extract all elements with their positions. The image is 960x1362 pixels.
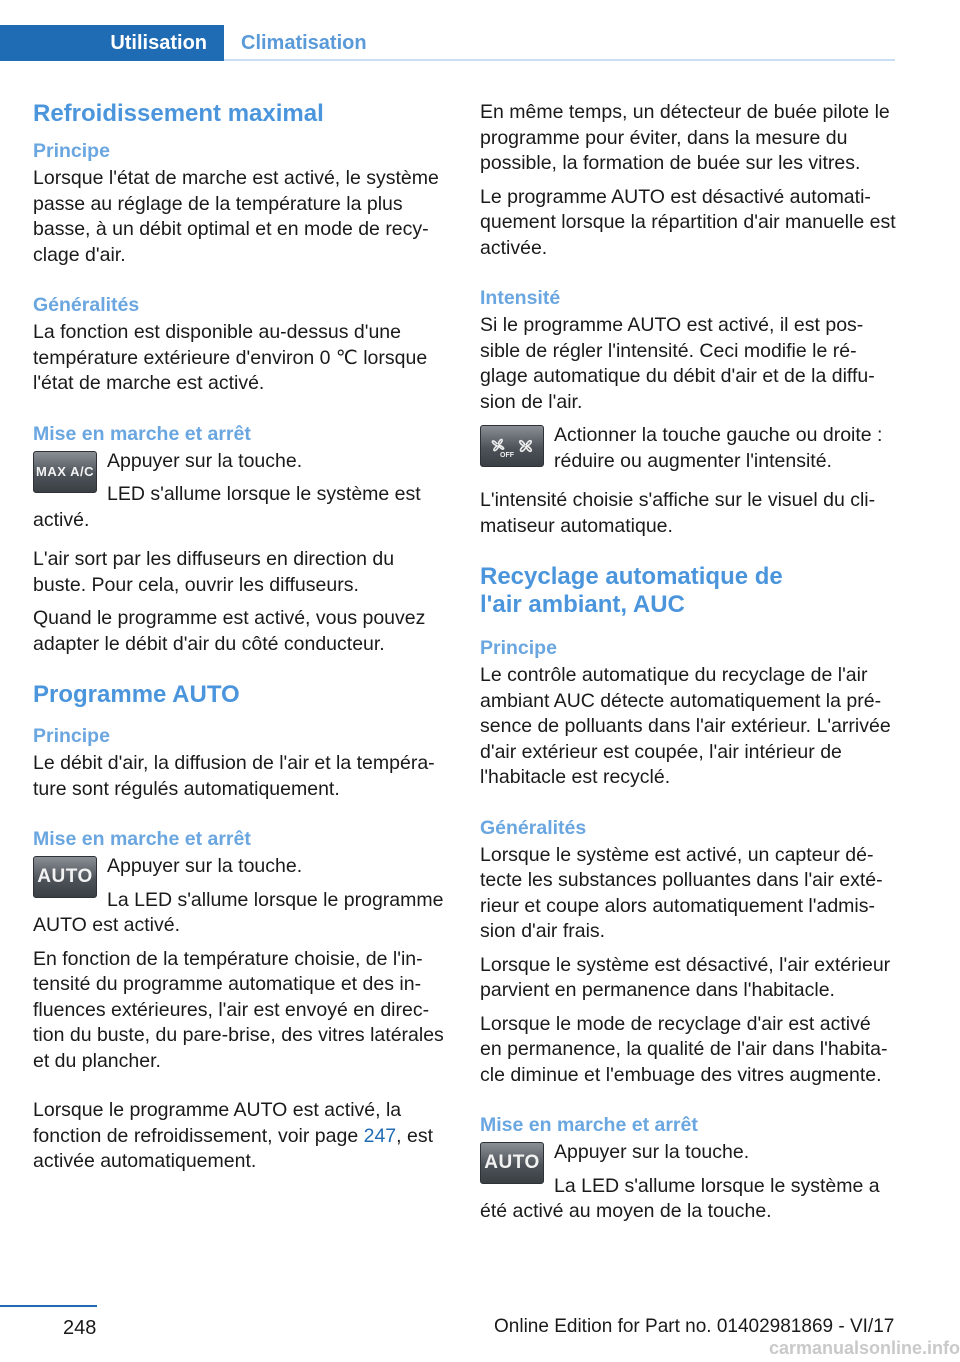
paragraph: Appuyer sur la touche. [107,449,303,472]
watermark: carmanualsonline.info [768,1338,960,1358]
auto-button-icon: AUTO [480,1142,544,1184]
paragraph: En même temps, un détecteur de buée pilote le programme pour éviter, dans la mesure du possible, la formation de buée sur les vitres. [480,101,890,174]
svg-text:OFF: OFF [499,452,514,459]
fan-intensity-button-icon [480,425,544,467]
edition-note: Online Edition for Part no. 01402981869 - VI/17 [494,1316,895,1337]
paragraph: Si le programme AUTO est activé, il est possible de régler l'intensité. Ceci modifie le réglage automatique du débit d'air et de la diffusion de l'air. [480,314,875,413]
paragraph: La fonction est disponible au-dessus d'une température extérieure d'environ 0 ℃ lorsque l'état de marche est activé. [33,321,428,394]
auc-instruction [480,1140,896,1225]
paragraph: Appuyer sur la touche. [554,1141,750,1163]
subheading-principe: Principe [33,725,110,747]
paragraph: L'intensité choisie s'affiche sur le visuel du climatiseur automatique. [480,489,876,537]
paragraph: La LED s'allume lorsque le système a été activé au moyen de la touche. [480,1174,880,1222]
tab-utilisation[interactable]: Utilisation [0,25,224,61]
page-header [0,25,895,61]
fan-off-icon [487,434,514,459]
paragraph: Lorsque le système est désactivé, l'air extérieur parvient en permanence dans l'habitacle. [480,953,891,1001]
page-link[interactable]: 247 [363,1124,397,1147]
paragraph: Le programme AUTO est désactivé automatiquement lorsque la répartition d'air manuelle est activée. [480,185,896,259]
paragraph: Lorsque le mode de recyclage d'air est activé en permanence, la qualité de l'air dans l'habitacle diminue et l'embuage des vitres augmente. [480,1012,888,1086]
heading-recyclage: Recyclage automatique de l'air ambiant, AUC [480,563,783,618]
auto-button-icon: AUTO [33,856,97,898]
subheading-principe: Principe [33,140,110,162]
subheading-mise-en-marche: Mise en marche et arrêt [33,422,251,445]
paragraph: Le débit d'air, la diffusion de l'air et la température sont régulés automatiquement. [33,752,435,800]
paragraph: La LED s'allume lorsque le programme AUTO est activé. [33,888,444,936]
subheading-generalites: Généralités [480,816,587,839]
paragraph: En fonction de la température choisie, de l'intensité du programme automatique et des influences extérieures, l'air est envoyé en direction du buste, du pare-brise, des vitres latérales et du plancher. [33,947,444,1072]
maxac-instruction [33,449,451,534]
subheading-principe: Principe [480,637,557,659]
subheading-mise-en-marche: Mise en marche et arrêt [480,1114,698,1136]
footer-divider [0,1305,97,1307]
paragraph: Actionner la touche gauche ou droite : réduire ou augmenter l'intensité. [554,424,883,472]
paragraph: Quand le programme est activé, vous pouvez adapter le débit d'air du côté conducteur. [33,607,426,655]
subheading-generalites: Généralités [33,294,140,316]
heading-programme-auto: Programme AUTO [33,681,240,708]
paragraph: Lorsque le programme AUTO est activé, la fonction de refroidissement, voir page 247, est activée automatiquement. [33,1099,434,1172]
header-divider [224,59,895,61]
max-ac-button-icon: MAX A/C [33,451,97,493]
paragraph: Lorsque le système est activé, un capteur détecte les substances polluantes dans l'air extérieur et coupe alors automatiquement l'admission d'air frais. [480,843,883,942]
right-column [480,100,896,1233]
page-number: 248 [63,1317,97,1339]
heading-refroidissement: Refroidissement maximal [33,100,324,127]
left-column [33,100,451,1183]
subheading-intensite: Intensité [480,287,561,309]
intensity-instruction [480,423,896,474]
paragraph: Lorsque l'état de marche est activé, le système passe au réglage de la température la plus basse, à un débit optimal et en mode de recyclage d'air. [33,167,439,266]
tab-climatisation[interactable]: Climatisation [241,31,367,54]
paragraph: Le contrôle automatique du recyclage de l'air ambiant AUC détecte automatiquement la présence de polluants dans l'air extérieur. L'arrivée d'air extérieur est coupée, l'air intérieur de l'habitacle est recyclé. [480,664,891,788]
paragraph: Appuyer sur la touche. [107,855,303,877]
paragraph: LED s'allume lorsque le système est activé. [33,483,421,531]
auto-instruction [33,854,451,939]
paragraph: L'air sort par les diffuseurs en direction du buste. Pour cela, ouvrir les diffuseurs. [33,548,395,596]
fan-icon [514,434,538,458]
subheading-mise-en-marche: Mise en marche et arrêt [33,828,251,850]
